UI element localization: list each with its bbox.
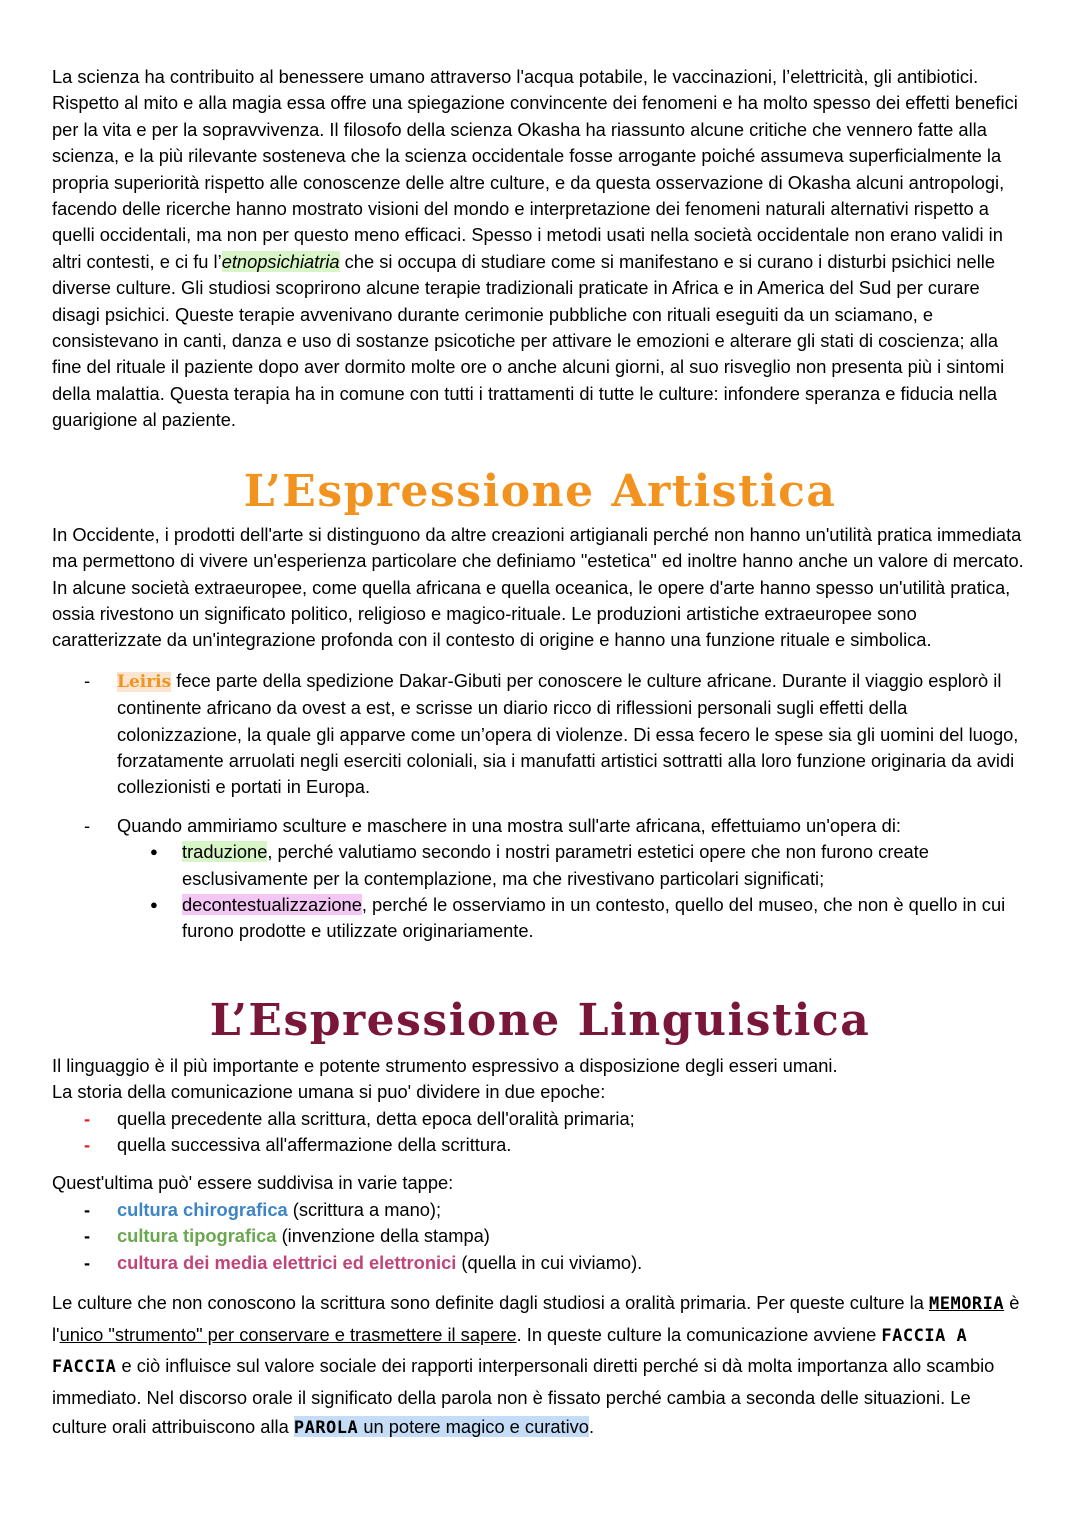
bullet-traduzione [117, 839, 1028, 892]
stage-note: (quella in cui viviamo). [456, 1251, 643, 1273]
final-text-5: un potere magico e curativo [358, 1416, 589, 1438]
stage-term: cultura chirografica [117, 1198, 288, 1220]
final-period: . [588, 1416, 595, 1438]
bullet-traduzione-text: , perché valutiamo secondo i nostri parametri estetici opere che non furono create esclusivamente per la contemplazione, ma che rivestivano particolari significati; [182, 841, 929, 889]
intro-text-1: La scienza ha contribuito al benessere umano attraverso l'acqua potabile, le vaccinazioni, l’elettricità, gli antibiotici. Rispetto al mito e alla magia essa offre una spiegazione convincente dei fenomeni e ha molto spesso dei effetti benefici per la vita e per la sopravvivenza. Il filosofo della scienza Okasha ha riassunto alcune critiche che vennero fatte alla scienza, e la più rilevante sosteneva che la scienza occidentale fosse arrogante poiché assumeva superficialmente la propria superiorità rispetto alle conoscenze delle altre culture, e da questa osservazione di Okasha alcuni antropologi, facendo delle ricerche hanno mostrato visioni del mondo e interpretazione dei fenomeni naturali alternativi rispetto a quelli occidentali, ma non per questo meno efficaci. Spesso i metodi usati nella società occidentale non erano validi in altri contesti, e ci fu l’ [52, 66, 1018, 272]
ling-line-1: Il linguaggio è il più importante e potente strumento espressivo a disposizione degli esseri umani. [52, 1054, 838, 1076]
epochs-list [52, 1106, 1028, 1159]
underlined-phrase: unico "strumento" per conservare e trasmettere il sapere [59, 1323, 517, 1345]
epoch-item: - quella successiva all'affermazione della scrittura. [52, 1132, 1028, 1158]
final-text-2: è l' [52, 1292, 1020, 1345]
bullet-decontestualizzazione [117, 892, 1028, 945]
leiris-text: fece parte della spedizione Dakar-Gibuti per conoscere le culture africane. Durante il viaggio esplorò il continente africano da ovest a est, e scrisse un diario ricco di riflessioni personali sugli effetti della colonizzazione, la quale gli apparve come un’opera di violenze. Di essa fecero le spese sia gli uomini del luogo, forzatamente arruolati negli eserciti coloniali, sia i manufatti artistici sottratti alla loro funzione originaria da avidi collezionisti e portati in Europa. [117, 669, 1019, 798]
leiris-item [52, 668, 1028, 801]
term-traduzione: traduzione [182, 841, 268, 863]
stages-intro: Quest'ultima può' essere suddivisa in varie tappe: [52, 1172, 454, 1194]
term-parola: PAROLA [293, 1418, 359, 1439]
museum-intro: Quando ammiriamo sculture e maschere in una mostra sull'arte africana, effettuiamo un'opera di: [117, 814, 901, 836]
stage-note: (scrittura a mano); [287, 1198, 442, 1220]
bullet-decontestualizzazione-text: , perché le osserviamo in un contesto, quello del museo, che non è quello in cui furono prodotte e utilizzate originariamente. [182, 893, 1006, 942]
stage-item [52, 1250, 1028, 1276]
art-dash-list [52, 668, 1028, 945]
intro-text-2: che si occupa di studiare come si manifestano e si curano i disturbi psichici nelle diverse culture. Gli studiosi scoprirono alcune terapie tradizionali praticate in Africa e in America del Sud per curare disagi psichici. Queste terapie avvenivano durante cerimonie pubbliche con rituali eseguiti da un sciamano, e consistevano in canti, danza e uso di sostanze psicotiche per attivare le emozioni e alterare gli stati di coscienza; alla fine del rituale il paziente dopo aver dormito molte ore o anche alcuni giorni, al suo risveglio non presenta più i sintomi della malattia. Questa terapia ha in comune con tutti i trattamenti di tutte le culture: infondere speranza e fiducia nella guarigione al paziente. [52, 250, 1005, 431]
term-faccia-a-faccia: FACCIA A FACCIA [52, 1325, 968, 1378]
final-paragraph [52, 1288, 1028, 1444]
epoch-item: - quella precedente alla scrittura, detta epoca dell'oralità primaria; [52, 1106, 1028, 1132]
stage-term: cultura tipografica [117, 1225, 277, 1247]
term-memoria: MEMORIA [928, 1294, 1005, 1315]
ling-line-2: La storia della comunicazione umana si puo' dividere in due epoche: [52, 1081, 606, 1103]
art-paragraph: In Occidente, i prodotti dell'arte si distinguono da altre creazioni artigianali perché non hanno un'utilità pratica immediata ma permettono di vivere un'esperienza particolare che definiamo "estetica" ed inoltre hanno anche un valore di mercato. In alcune società extraeuropee, come quella africana e quella oceanica, le opere d'arte hanno spesso un'utilità pratica, ossia rivestono un significato politico, religioso e magico-rituale. Le produzioni artistiche extraeuropee sono caratterizzate da un'integrazione profonda con il contesto di origine e hanno una funzione rituale e simbolica. [52, 523, 1024, 651]
stages-list [52, 1197, 1028, 1276]
museum-bullets [117, 839, 1028, 945]
final-text-4: e ciò influisce sul valore sociale dei rapporti interpersonali diretti perché si dà molta importanza allo scambio immediato. Nel discorso orale il significato della parola non è fissato perché cambia a seconda delle situazioni. Le culture orali attribuiscono alla [52, 1355, 995, 1438]
final-text-3: . In queste culture la comunicazione avviene [516, 1323, 882, 1345]
leiris-name: Leiris [117, 671, 172, 692]
stage-item [52, 1223, 1028, 1249]
museum-item [52, 813, 1028, 945]
stage-term: cultura dei media elettrici ed elettronici [117, 1251, 457, 1273]
intro-paragraph [52, 64, 1028, 434]
heading-espressione-artistica: L’Espressione Artistica [243, 465, 837, 517]
final-text-1: Le culture che non conoscono la scrittura sono definite dagli studiosi a oralità primaria. Per queste culture la [52, 1292, 929, 1314]
highlight-parola [294, 1416, 589, 1437]
term-etnopsichiatria: etnopsichiatria [221, 250, 340, 272]
term-decontestualizzazione: decontestualizzazione [182, 893, 362, 915]
stage-note: (invenzione della stampa) [276, 1225, 490, 1247]
stage-item [52, 1197, 1028, 1223]
final-paragraph-wrap [52, 1288, 1028, 1444]
heading-espressione-linguistica: L’Espressione Linguistica [209, 994, 871, 1046]
